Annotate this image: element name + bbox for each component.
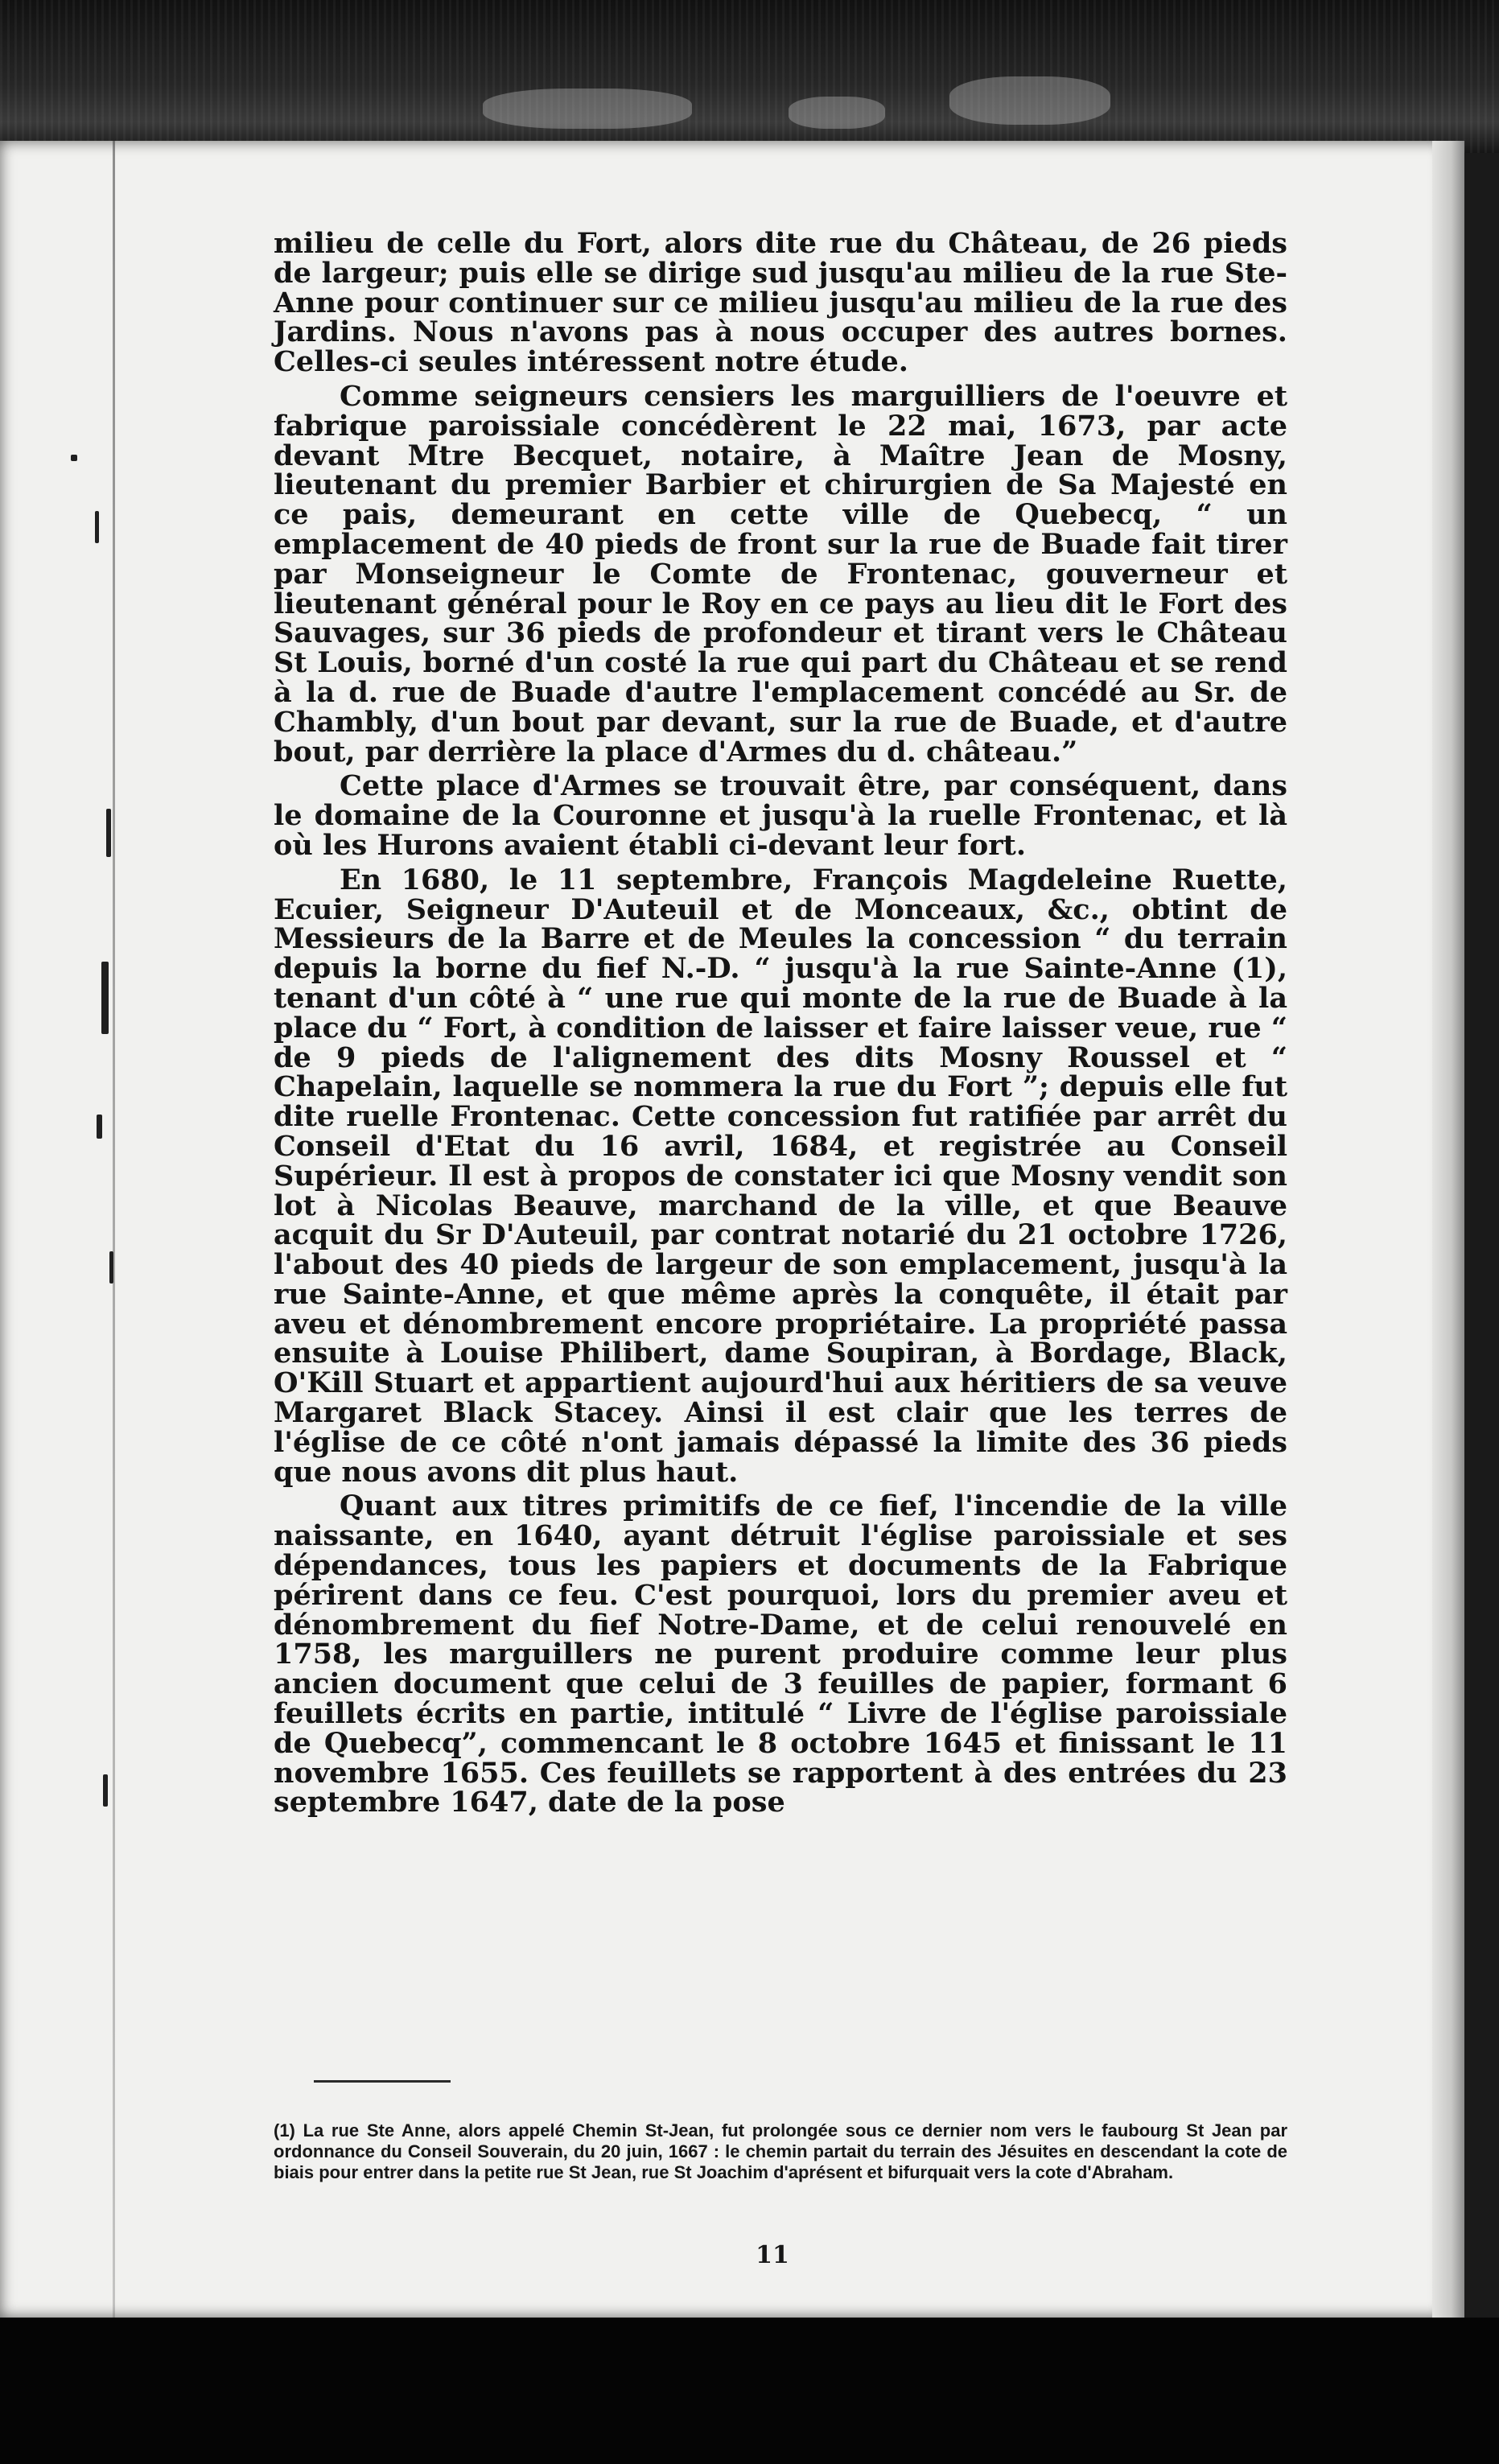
body-text [274,229,1287,1818]
film-blemish [483,89,692,129]
page-edge [1432,141,1464,2318]
film-border [1464,153,1499,2318]
film-top-edge [0,0,1499,153]
margin-speck [106,809,111,857]
margin-speck [95,511,99,543]
margin-speck [101,962,109,1034]
paragraph-4: En 1680, le 11 septembre, François Magdeleine Ruette, Ecuier, Seigneur D'Auteuil et de Monceaux, &c., obtint de Messieurs de la Barre et de Meules la concession “ du terrain depuis la borne du fief N.-D. “ jusqu'à la rue Sainte-Anne (1), tenant d'un côté à “ une rue qui monte de la rue de Buade à la place du “ Fort, à condition de laisser et faire laisser veue, rue “ de 9 pieds de l'alignement des dits Mosny Roussel et “ Chapelain, laquelle se nommera la rue du Fort ”; depuis elle fut dite ruelle Frontenac. Cette concession fut ratifiée par arrêt du Conseil d'Etat du 16 avril, 1684, et registrée au Conseil Supérieur. Il est à propos de constater ici que Mosny vendit son lot à Nicolas Beauve, marchand de la ville, et que Beauve acquit du Sr D'Auteuil, par contrat notarié du 21 octobre 1726, l'about des 40 pieds de largeur de son emplacement, jusqu'à la rue Sainte-Anne, et que même après la conquête, il était par aveu et dénombrement encore propriétaire. La propriété passa ensuite à Louise Philibert, dame Soupiran, à Bordage, Black, O'Kill Stuart et appartient aujourd'hui aux héritiers de sa veuve Margaret Black Stacey. Ainsi il est clair que les terres de l'église de ce côté n'ont jamais dépassé la limite des 36 pieds que nous avons dit plus haut. [274,863,1287,1489]
paragraph-1: milieu de celle du Fort, alors dite rue du Château, de 26 pieds de largeur; puis elle se dirige sud jusqu'au milieu de la rue Ste-Anne pour continuer sur ce milieu jusqu'au milieu de la rue des Jardins. Nous n'avons pas à nous occuper des autres bornes. Celles-ci seules intéressent notre étude. [274,227,1287,379]
margin-speck [71,455,77,461]
footnote: (1) La rue Ste Anne, alors appelé Chemin St-Jean, fut prolongée sous ce dernier nom vers le faubourg St Jean par ordonnance du Conseil Souverain, du 20 juin, 1667 : le chemin partait du terrain des Jésuites en descendant la cote de biais pour entrer dans la petite rue St Jean, rue St Joachim d'aprésent et bifurquait vers la cote d'Abraham. [274,2120,1287,2182]
paragraph-3: Cette place d'Armes se trouvait être, par conséquent, dans le domaine de la Couronne et jusqu'à la ruelle Frontenac, et là où les Hurons avaient établi ci-devant leur fort. [274,769,1287,862]
footnote-divider [314,2080,451,2083]
page-gutter [113,141,115,2318]
paragraph-5: Quant aux titres primitifs de ce fief, l'incendie de la ville naissante, en 1640, ayant détruit l'église paroissiale et ses dépendances, tous les papiers et documents de la Fabrique périrent dans ce feu. C'est pourquoi, lors du premier aveu et dénombrement du fief Notre-Dame, et de celui renouvelé en 1758, les marguillers ne purent produire comme leur plus ancien document que celui de 3 feuilles de papier, formant 6 feuillets écrits en partie, intitulé “ Livre de l'église paroissiale de Quebecq”, commencant le 8 octobre 1645 et finissant le 11 novembre 1655. Ces feuillets se rapportent à des entrées du 23 septembre 1647, date de la pose [274,1490,1287,1819]
film-blemish [949,76,1110,125]
page-number: 11 [756,2241,789,2269]
document-page [0,141,1444,2318]
margin-speck [103,1774,108,1807]
paragraph-2: Comme seigneurs censiers les marguilliers de l'oeuvre et fabrique paroissiale concédèrent le 22 mai, 1673, par acte devant Mtre Becquet, notaire, à Maître Jean de Mosny, lieutenant du premier Barbier et chirurgien de Sa Majesté en ce pais, demeurant en cette ville de Quebecq, “ un emplacement de 40 pieds de front sur la rue de Buade fait tirer par Monseigneur le Comte de Frontenac, gouverneur et lieutenant général pour le Roy en ce pays au lieu dit le Fort des Sauvages, sur 36 pieds de profondeur et tirant vers le Château St Louis, borné d'un costé la rue qui part du Château et se rend à la d. rue de Buade d'autre l'emplacement concédé au Sr. de Chambly, d'un bout par devant, sur la rue de Buade, et d'autre bout, par derrière la place d'Armes du d. château.” [274,379,1287,768]
margin-speck [109,1251,113,1284]
film-blemish [789,97,885,129]
margin-speck [97,1115,102,1139]
